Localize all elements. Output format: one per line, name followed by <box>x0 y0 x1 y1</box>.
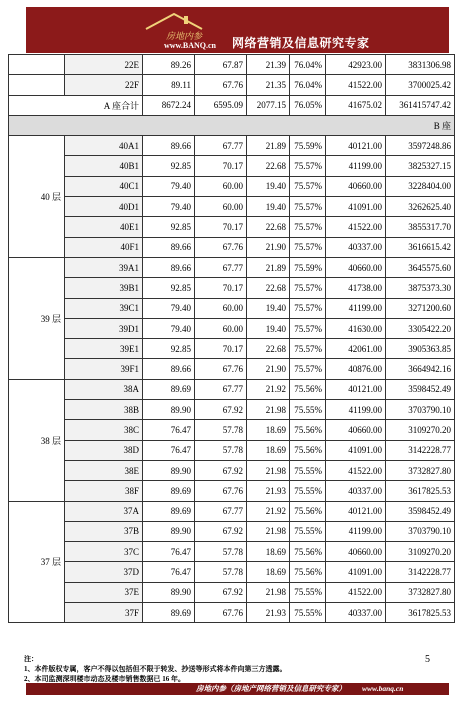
unit-cell: 39B1 <box>65 278 143 298</box>
value-cell: 67.77 <box>195 379 247 399</box>
unit-cell: 38F <box>65 481 143 501</box>
value-cell: 75.55% <box>290 481 326 501</box>
value-cell: 22.68 <box>247 217 290 237</box>
value-cell: 76.47 <box>143 542 195 562</box>
value-cell: 70.17 <box>195 278 247 298</box>
value-cell: 3228404.00 <box>386 176 455 196</box>
value-cell: 89.69 <box>143 603 195 623</box>
value-cell: 18.69 <box>247 542 290 562</box>
table-row <box>9 582 455 602</box>
value-cell: 40337.00 <box>326 237 386 257</box>
value-cell: 67.76 <box>195 359 247 379</box>
table-row <box>9 136 455 156</box>
floor-cell <box>9 75 65 95</box>
value-cell: 3875373.30 <box>386 278 455 298</box>
table-row <box>9 156 455 176</box>
value-cell: 92.85 <box>143 156 195 176</box>
subtotal-row <box>9 95 455 115</box>
floor-cell <box>9 55 65 75</box>
value-cell: 89.66 <box>143 359 195 379</box>
table-row <box>9 359 455 379</box>
value-cell: 92.85 <box>143 278 195 298</box>
floor-label: 38 层 <box>9 379 65 501</box>
value-cell: 21.98 <box>247 582 290 602</box>
value-cell: 75.57% <box>290 298 326 318</box>
value-cell: 40660.00 <box>326 176 386 196</box>
value-cell: 75.59% <box>290 136 326 156</box>
value-cell: 41199.00 <box>326 156 386 176</box>
table-row <box>9 237 455 257</box>
value-cell: 41738.00 <box>326 278 386 298</box>
unit-cell: 38B <box>65 400 143 420</box>
value-cell: 3664942.16 <box>386 359 455 379</box>
value-cell: 3142228.77 <box>386 440 455 460</box>
value-cell: 76.47 <box>143 562 195 582</box>
value-cell: 89.69 <box>143 501 195 521</box>
value-cell: 89.66 <box>143 136 195 156</box>
value-cell: 40660.00 <box>326 542 386 562</box>
table-row <box>9 339 455 359</box>
header-banner <box>26 7 449 53</box>
section-row <box>9 115 455 135</box>
value-cell: 21.92 <box>247 501 290 521</box>
value-cell: 3271200.60 <box>386 298 455 318</box>
value-cell: 3617825.53 <box>386 481 455 501</box>
value-cell: 70.17 <box>195 156 247 176</box>
unit-cell: 38A <box>65 379 143 399</box>
value-cell: 21.90 <box>247 359 290 379</box>
value-cell: 3732827.80 <box>386 460 455 480</box>
unit-cell: 40A1 <box>65 136 143 156</box>
header-title: 网络营销及信息研究专家 <box>232 36 370 50</box>
value-cell: 75.55% <box>290 460 326 480</box>
value-cell: 89.90 <box>143 582 195 602</box>
value-cell: 21.98 <box>247 400 290 420</box>
table-row <box>9 278 455 298</box>
value-cell: 75.57% <box>290 176 326 196</box>
value-cell: 79.40 <box>143 318 195 338</box>
table-row <box>9 440 455 460</box>
value-cell: 76.04% <box>290 55 326 75</box>
value-cell: 41522.00 <box>326 582 386 602</box>
value-cell: 41091.00 <box>326 562 386 582</box>
value-cell: 19.40 <box>247 318 290 338</box>
value-cell: 40337.00 <box>326 603 386 623</box>
value-cell: 3598452.49 <box>386 501 455 521</box>
footer-band-text: 房地内参（房地产网络营销及信息研究专家） <box>196 684 346 693</box>
value-cell: 3305422.20 <box>386 318 455 338</box>
table-row <box>9 55 455 75</box>
subtotal-value: 76.05% <box>290 95 326 115</box>
unit-cell: 39D1 <box>65 318 143 338</box>
unit-cell: 37D <box>65 562 143 582</box>
value-cell: 21.93 <box>247 603 290 623</box>
table-row <box>9 197 455 217</box>
value-cell: 89.69 <box>143 379 195 399</box>
value-cell: 40121.00 <box>326 136 386 156</box>
unit-cell: 38D <box>65 440 143 460</box>
table-row <box>9 460 455 480</box>
value-cell: 60.00 <box>195 298 247 318</box>
value-cell: 75.56% <box>290 542 326 562</box>
value-cell: 21.98 <box>247 521 290 541</box>
value-cell: 41091.00 <box>326 440 386 460</box>
value-cell: 40876.00 <box>326 359 386 379</box>
subtotal-value: 8672.24 <box>143 95 195 115</box>
unit-cell: 40E1 <box>65 217 143 237</box>
value-cell: 19.40 <box>247 176 290 196</box>
value-cell: 75.57% <box>290 217 326 237</box>
value-cell: 57.78 <box>195 440 247 460</box>
footer-band-url: www.banq.cn <box>362 684 404 693</box>
value-cell: 75.57% <box>290 156 326 176</box>
unit-cell: 40D1 <box>65 197 143 217</box>
value-cell: 67.77 <box>195 136 247 156</box>
value-cell: 3262625.40 <box>386 197 455 217</box>
floor-label: 40 层 <box>9 136 65 258</box>
value-cell: 67.87 <box>195 55 247 75</box>
value-cell: 89.66 <box>143 237 195 257</box>
table-row <box>9 481 455 501</box>
footer-band <box>26 683 449 695</box>
value-cell: 60.00 <box>195 176 247 196</box>
value-cell: 3616615.42 <box>386 237 455 257</box>
value-cell: 89.90 <box>143 400 195 420</box>
table-row <box>9 176 455 196</box>
value-cell: 42923.00 <box>326 55 386 75</box>
value-cell: 67.76 <box>195 481 247 501</box>
value-cell: 75.57% <box>290 278 326 298</box>
value-cell: 67.76 <box>195 603 247 623</box>
value-cell: 75.56% <box>290 440 326 460</box>
footer-notes <box>24 654 416 684</box>
value-cell: 3855317.70 <box>386 217 455 237</box>
value-cell: 60.00 <box>195 197 247 217</box>
table-row <box>9 318 455 338</box>
value-cell: 79.40 <box>143 298 195 318</box>
unit-cell: 39C1 <box>65 298 143 318</box>
value-cell: 67.77 <box>195 257 247 277</box>
value-cell: 75.57% <box>290 237 326 257</box>
value-cell: 3142228.77 <box>386 562 455 582</box>
unit-cell: 37F <box>65 603 143 623</box>
unit-cell: 37C <box>65 542 143 562</box>
value-cell: 41199.00 <box>326 298 386 318</box>
value-cell: 75.55% <box>290 521 326 541</box>
value-cell: 67.76 <box>195 75 247 95</box>
value-cell: 75.57% <box>290 359 326 379</box>
value-cell: 89.11 <box>143 75 195 95</box>
notes-title: 注： <box>24 655 38 663</box>
value-cell: 75.55% <box>290 400 326 420</box>
subtotal-value: 2077.15 <box>247 95 290 115</box>
table-row <box>9 501 455 521</box>
value-cell: 41630.00 <box>326 318 386 338</box>
unit-cell: 22E <box>65 55 143 75</box>
value-cell: 89.69 <box>143 481 195 501</box>
table-row <box>9 400 455 420</box>
value-cell: 75.56% <box>290 562 326 582</box>
value-cell: 67.92 <box>195 460 247 480</box>
value-cell: 57.78 <box>195 420 247 440</box>
value-cell: 41091.00 <box>326 197 386 217</box>
note-1: 1、本件版权专属，客户不得以包括但不限于转发、抄送等形式将本件向第三方透露。 <box>24 665 287 673</box>
unit-cell: 37A <box>65 501 143 521</box>
value-cell: 79.40 <box>143 197 195 217</box>
value-cell: 18.69 <box>247 420 290 440</box>
unit-cell: 37E <box>65 582 143 602</box>
value-cell: 75.56% <box>290 379 326 399</box>
value-cell: 67.76 <box>195 237 247 257</box>
value-cell: 57.78 <box>195 562 247 582</box>
value-cell: 42061.00 <box>326 339 386 359</box>
table-row <box>9 603 455 623</box>
value-cell: 70.17 <box>195 339 247 359</box>
value-cell: 3831306.98 <box>386 55 455 75</box>
unit-cell: 40C1 <box>65 176 143 196</box>
value-cell: 41522.00 <box>326 75 386 95</box>
sales-table <box>8 54 455 623</box>
value-cell: 41522.00 <box>326 217 386 237</box>
value-cell: 40660.00 <box>326 257 386 277</box>
table-row <box>9 217 455 237</box>
value-cell: 79.40 <box>143 176 195 196</box>
value-cell: 22.68 <box>247 156 290 176</box>
value-cell: 3825327.15 <box>386 156 455 176</box>
subtotal-value: 41675.02 <box>326 95 386 115</box>
value-cell: 21.39 <box>247 55 290 75</box>
value-cell: 18.69 <box>247 440 290 460</box>
value-cell: 60.00 <box>195 318 247 338</box>
value-cell: 3700025.42 <box>386 75 455 95</box>
value-cell: 40121.00 <box>326 501 386 521</box>
value-cell: 40121.00 <box>326 379 386 399</box>
floor-label: 39 层 <box>9 257 65 379</box>
value-cell: 3703790.10 <box>386 400 455 420</box>
table-row <box>9 521 455 541</box>
value-cell: 3109270.20 <box>386 420 455 440</box>
value-cell: 19.40 <box>247 197 290 217</box>
value-cell: 89.90 <box>143 460 195 480</box>
value-cell: 3645575.60 <box>386 257 455 277</box>
value-cell: 89.26 <box>143 55 195 75</box>
value-cell: 75.56% <box>290 501 326 521</box>
unit-cell: 40F1 <box>65 237 143 257</box>
table-row <box>9 298 455 318</box>
value-cell: 22.68 <box>247 278 290 298</box>
value-cell: 67.92 <box>195 400 247 420</box>
value-cell: 75.55% <box>290 603 326 623</box>
table-row <box>9 542 455 562</box>
unit-cell: 38C <box>65 420 143 440</box>
value-cell: 92.85 <box>143 217 195 237</box>
subtotal-value: 6595.09 <box>195 95 247 115</box>
value-cell: 67.77 <box>195 501 247 521</box>
value-cell: 41199.00 <box>326 400 386 420</box>
value-cell: 21.92 <box>247 379 290 399</box>
value-cell: 89.66 <box>143 257 195 277</box>
value-cell: 3905363.85 <box>386 339 455 359</box>
table-row <box>9 75 455 95</box>
value-cell: 57.78 <box>195 542 247 562</box>
unit-cell: 38E <box>65 460 143 480</box>
value-cell: 75.56% <box>290 420 326 440</box>
note-2: 2、本司监测深圳楼市动态及楼市销售数据已 16 年。 <box>24 675 185 683</box>
section-label: B 座 <box>9 115 455 135</box>
value-cell: 3109270.20 <box>386 542 455 562</box>
value-cell: 41199.00 <box>326 521 386 541</box>
table-row <box>9 562 455 582</box>
value-cell: 18.69 <box>247 562 290 582</box>
value-cell: 76.47 <box>143 420 195 440</box>
value-cell: 21.89 <box>247 257 290 277</box>
subtotal-value: 361415747.42 <box>386 95 455 115</box>
value-cell: 75.57% <box>290 318 326 338</box>
table-row <box>9 379 455 399</box>
value-cell: 22.68 <box>247 339 290 359</box>
value-cell: 89.90 <box>143 521 195 541</box>
value-cell: 21.98 <box>247 460 290 480</box>
unit-cell: 39F1 <box>65 359 143 379</box>
value-cell: 41522.00 <box>326 460 386 480</box>
table-row <box>9 257 455 277</box>
value-cell: 70.17 <box>195 217 247 237</box>
unit-cell: 37B <box>65 521 143 541</box>
unit-cell: 40B1 <box>65 156 143 176</box>
value-cell: 3617825.53 <box>386 603 455 623</box>
house-roof-icon <box>144 11 204 31</box>
value-cell: 67.92 <box>195 521 247 541</box>
value-cell: 76.04% <box>290 75 326 95</box>
logo-text: 房地内参 <box>166 31 203 41</box>
value-cell: 92.85 <box>143 339 195 359</box>
value-cell: 67.92 <box>195 582 247 602</box>
value-cell: 75.55% <box>290 582 326 602</box>
page-number: 5 <box>425 654 430 665</box>
value-cell: 75.59% <box>290 257 326 277</box>
value-cell: 3597248.86 <box>386 136 455 156</box>
value-cell: 40660.00 <box>326 420 386 440</box>
value-cell: 3598452.49 <box>386 379 455 399</box>
value-cell: 21.93 <box>247 481 290 501</box>
unit-cell: 22F <box>65 75 143 95</box>
table-row <box>9 420 455 440</box>
unit-cell: 39E1 <box>65 339 143 359</box>
value-cell: 21.89 <box>247 136 290 156</box>
unit-cell: 39A1 <box>65 257 143 277</box>
logo-url: www.BANQ.cn <box>164 41 217 50</box>
value-cell: 21.35 <box>247 75 290 95</box>
floor-label: 37 层 <box>9 501 65 623</box>
value-cell: 3703790.10 <box>386 521 455 541</box>
value-cell: 3732827.80 <box>386 582 455 602</box>
value-cell: 76.47 <box>143 440 195 460</box>
value-cell: 75.57% <box>290 339 326 359</box>
value-cell: 21.90 <box>247 237 290 257</box>
subtotal-label: A 座合计 <box>9 95 143 115</box>
value-cell: 19.40 <box>247 298 290 318</box>
value-cell: 40337.00 <box>326 481 386 501</box>
value-cell: 75.57% <box>290 197 326 217</box>
